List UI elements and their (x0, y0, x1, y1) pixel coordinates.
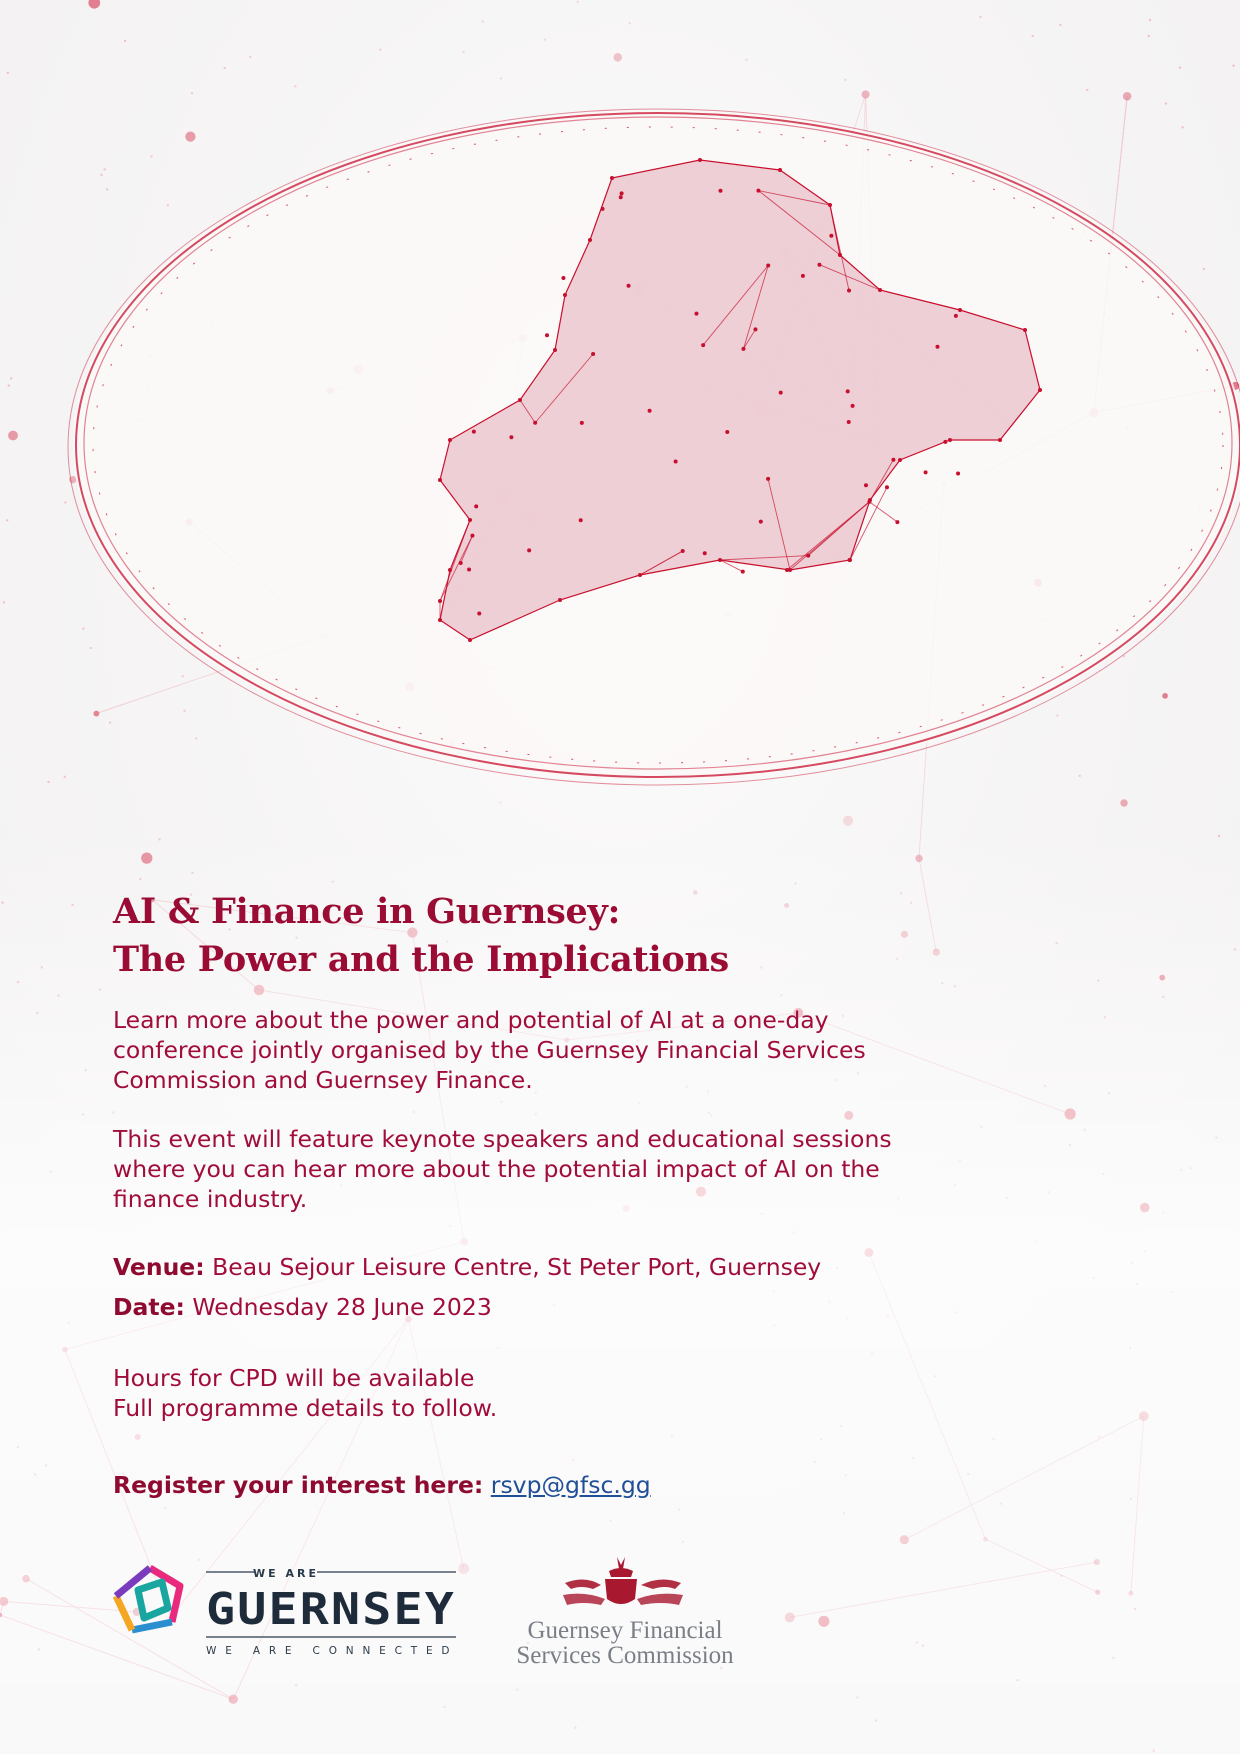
mesh-node (438, 599, 442, 603)
mesh-node (553, 348, 557, 352)
mesh-node (779, 391, 783, 395)
mesh-node (998, 438, 1002, 442)
gfsc-line-2: Services Commission (516, 1642, 734, 1665)
mesh-node (847, 288, 851, 292)
mesh-node (518, 398, 522, 402)
mesh-node (801, 274, 805, 278)
mesh-node (954, 314, 958, 318)
intro-p1-line: conference jointly organised by the Guernsey Financial Services (113, 1036, 866, 1064)
mesh-node (472, 430, 476, 434)
mesh-node (851, 404, 855, 408)
mesh-node (509, 435, 513, 439)
mesh-node (817, 263, 821, 267)
venue-line (113, 1252, 821, 1282)
mesh-node (681, 549, 685, 553)
logo-guernsey-text: GUERNSEY (206, 1584, 456, 1635)
mesh-node (935, 345, 939, 349)
mesh-node (474, 504, 478, 508)
title-line-1: AI & Finance in Guernsey: (113, 891, 621, 932)
intro-p1-line: Commission and Guernsey Finance. (113, 1066, 533, 1094)
mesh-node (766, 263, 770, 267)
cpd-note: Hours for CPD will be available (113, 1364, 475, 1392)
mesh-node (864, 483, 868, 487)
intro-p2-line: finance industry. (113, 1185, 308, 1213)
mesh-node (948, 438, 952, 442)
mesh-node (719, 189, 723, 193)
mesh-node (867, 500, 871, 504)
mesh-node (579, 518, 583, 522)
mesh-node (756, 189, 760, 193)
rsvp-email-link[interactable]: rsvp@gfsc.gg (490, 1471, 651, 1499)
mesh-node (847, 420, 851, 424)
mesh-node (741, 347, 745, 351)
mesh-node (468, 638, 472, 642)
mesh-node (561, 276, 565, 280)
mesh-node (785, 568, 789, 572)
mesh-node (591, 352, 595, 356)
mesh-node (620, 191, 624, 195)
programme-note: Full programme details to follow. (113, 1394, 498, 1422)
we-are-guernsey-logo (110, 1560, 470, 1660)
gfsc-logo (505, 1555, 745, 1665)
mesh-node (601, 207, 605, 211)
mesh-node (438, 478, 442, 482)
cpd-notes (113, 1363, 497, 1423)
intro-p1-line: Learn more about the power and potential of AI at a one-day (113, 1006, 829, 1034)
intro-p2-line: where you can hear more about the potential impact of AI on the (113, 1155, 880, 1183)
mesh-node (958, 308, 962, 312)
logo-connected-text: WE ARE CONNECTED (206, 1645, 456, 1657)
register-line (113, 1470, 651, 1500)
mesh-node (610, 176, 614, 180)
mesh-node (448, 438, 452, 442)
venue-label: Venue: (113, 1253, 205, 1281)
mesh-node (527, 548, 531, 552)
mesh-node (694, 312, 698, 316)
mesh-node (698, 158, 702, 162)
gfsc-line-1: Guernsey Financial (527, 1617, 723, 1644)
mesh-node (467, 568, 471, 572)
date-label: Date: (113, 1293, 185, 1321)
mesh-node (470, 534, 474, 538)
intro-paragraph-1 (113, 1005, 993, 1095)
mesh-node (846, 389, 850, 393)
mesh-node (588, 238, 592, 242)
mesh-node (885, 485, 889, 489)
mesh-node (943, 440, 947, 444)
mesh-node (725, 430, 729, 434)
mesh-node (898, 458, 902, 462)
mesh-node (778, 168, 782, 172)
mesh-node (701, 343, 705, 347)
mesh-node (766, 477, 770, 481)
mesh-node (533, 421, 537, 425)
mesh-node (703, 551, 707, 555)
mesh-node (741, 570, 745, 574)
date-line (113, 1292, 492, 1322)
mesh-node (627, 284, 631, 288)
intro-paragraph-2 (113, 1124, 993, 1214)
mesh-node (545, 333, 549, 337)
page-title (113, 888, 729, 984)
connected-pentagon-icon (116, 1568, 180, 1630)
mesh-node (759, 520, 763, 524)
mesh-node (619, 195, 623, 199)
title-line-2: The Power and the Implications (113, 939, 729, 980)
mesh-node (674, 460, 678, 464)
mesh-node (924, 470, 928, 474)
mesh-node (558, 598, 562, 602)
mesh-node (580, 421, 584, 425)
register-label: Register your interest here: (113, 1471, 484, 1499)
mesh-node (1023, 328, 1027, 332)
intro-p2-line: This event will feature keynote speakers and educational sessions (113, 1125, 892, 1153)
mesh-node (563, 293, 567, 297)
lion-crest-icon (563, 1557, 683, 1605)
date-value: Wednesday 28 June 2023 (192, 1293, 492, 1321)
mesh-node (648, 409, 652, 413)
mesh-node (956, 472, 960, 476)
mesh-node (829, 234, 833, 238)
logo-we-are-text: WE ARE (253, 1567, 319, 1580)
mesh-node (1038, 388, 1042, 392)
mesh-node (477, 611, 481, 615)
venue-value: Beau Sejour Leisure Centre, St Peter Port, Guernsey (212, 1253, 822, 1281)
